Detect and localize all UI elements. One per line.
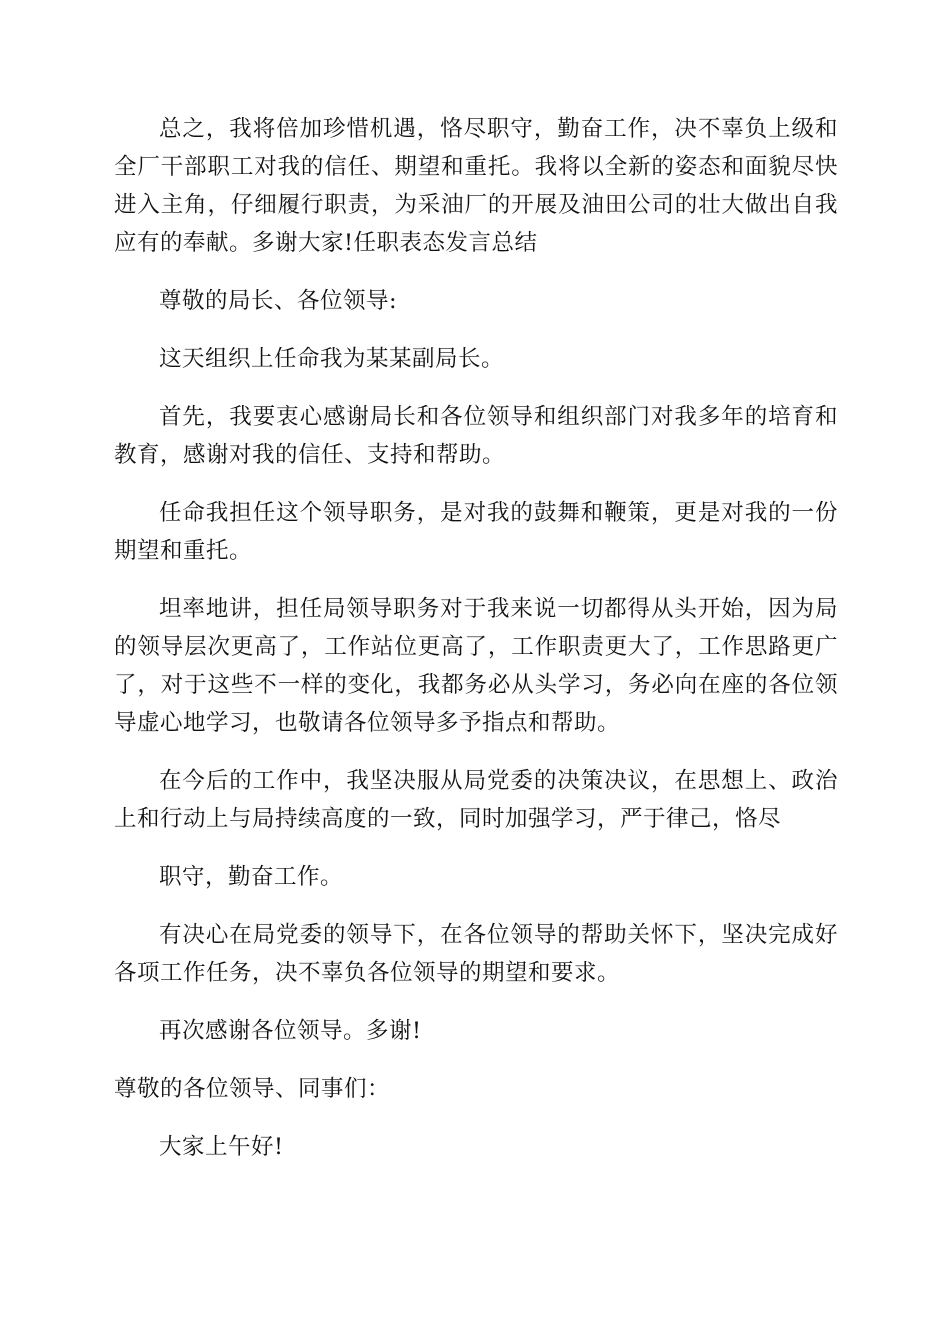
paragraph-encouragement: 任命我担任这个领导职务，是对我的鼓舞和鞭策，更是对我的一份期望和重托。 — [114, 500, 838, 564]
paragraph-salutation-director: 尊敬的局长、各位领导: — [159, 288, 398, 314]
paragraph-future-work: 在今后的工作中，我坚决服从局党委的决策决议，在思想上、政治上和行动上与局持续高度的一致，同时加强学习，严于律己，恪尽 — [114, 768, 838, 832]
paragraph-conclusion: 总之，我将倍加珍惜机遇，恪尽职守，勤奋工作，决不辜负上级和全厂干部职工对我的信任、期望和重托。我将以全新的姿态和面貌尽快进入主角，仔细履行职责，为采油厂的开展及油田公司的壮大做出自我应有的奉献。多谢大家!任职表态发言总结 — [114, 116, 838, 256]
document-body — [114, 110, 838, 1186]
paragraph-appointment: 这天组织上任命我为某某副局长。 — [159, 346, 505, 372]
paragraph-thanks: 首先，我要衷心感谢局长和各位领导和组织部门对我多年的培育和教育，感谢对我的信任、支持和帮助。 — [114, 404, 838, 468]
paragraph-diligence: 职守，勤奋工作。 — [159, 864, 344, 890]
paragraph-thanks-again: 再次感谢各位领导。多谢! — [159, 1018, 422, 1044]
paragraph-frankly: 坦率地讲，担任局领导职务对于我来说一切都得从头开始，因为局的领导层次更高了，工作站位更高了，工作职责更大了，工作思路更广了，对于这些不一样的变化，我都务必从头学习，务必向在座的各位领导虚心地学习，也敬请各位领导多予指点和帮助。 — [114, 596, 838, 736]
paragraph-salutation-colleagues: 尊敬的各位领导、同事们： — [114, 1076, 391, 1102]
paragraph-determination: 有决心在局党委的领导下，在各位领导的帮助关怀下，坚决完成好各项工作任务，决不辜负各位领导的期望和要求。 — [114, 922, 838, 986]
paragraph-greeting: 大家上午好! — [159, 1134, 284, 1160]
